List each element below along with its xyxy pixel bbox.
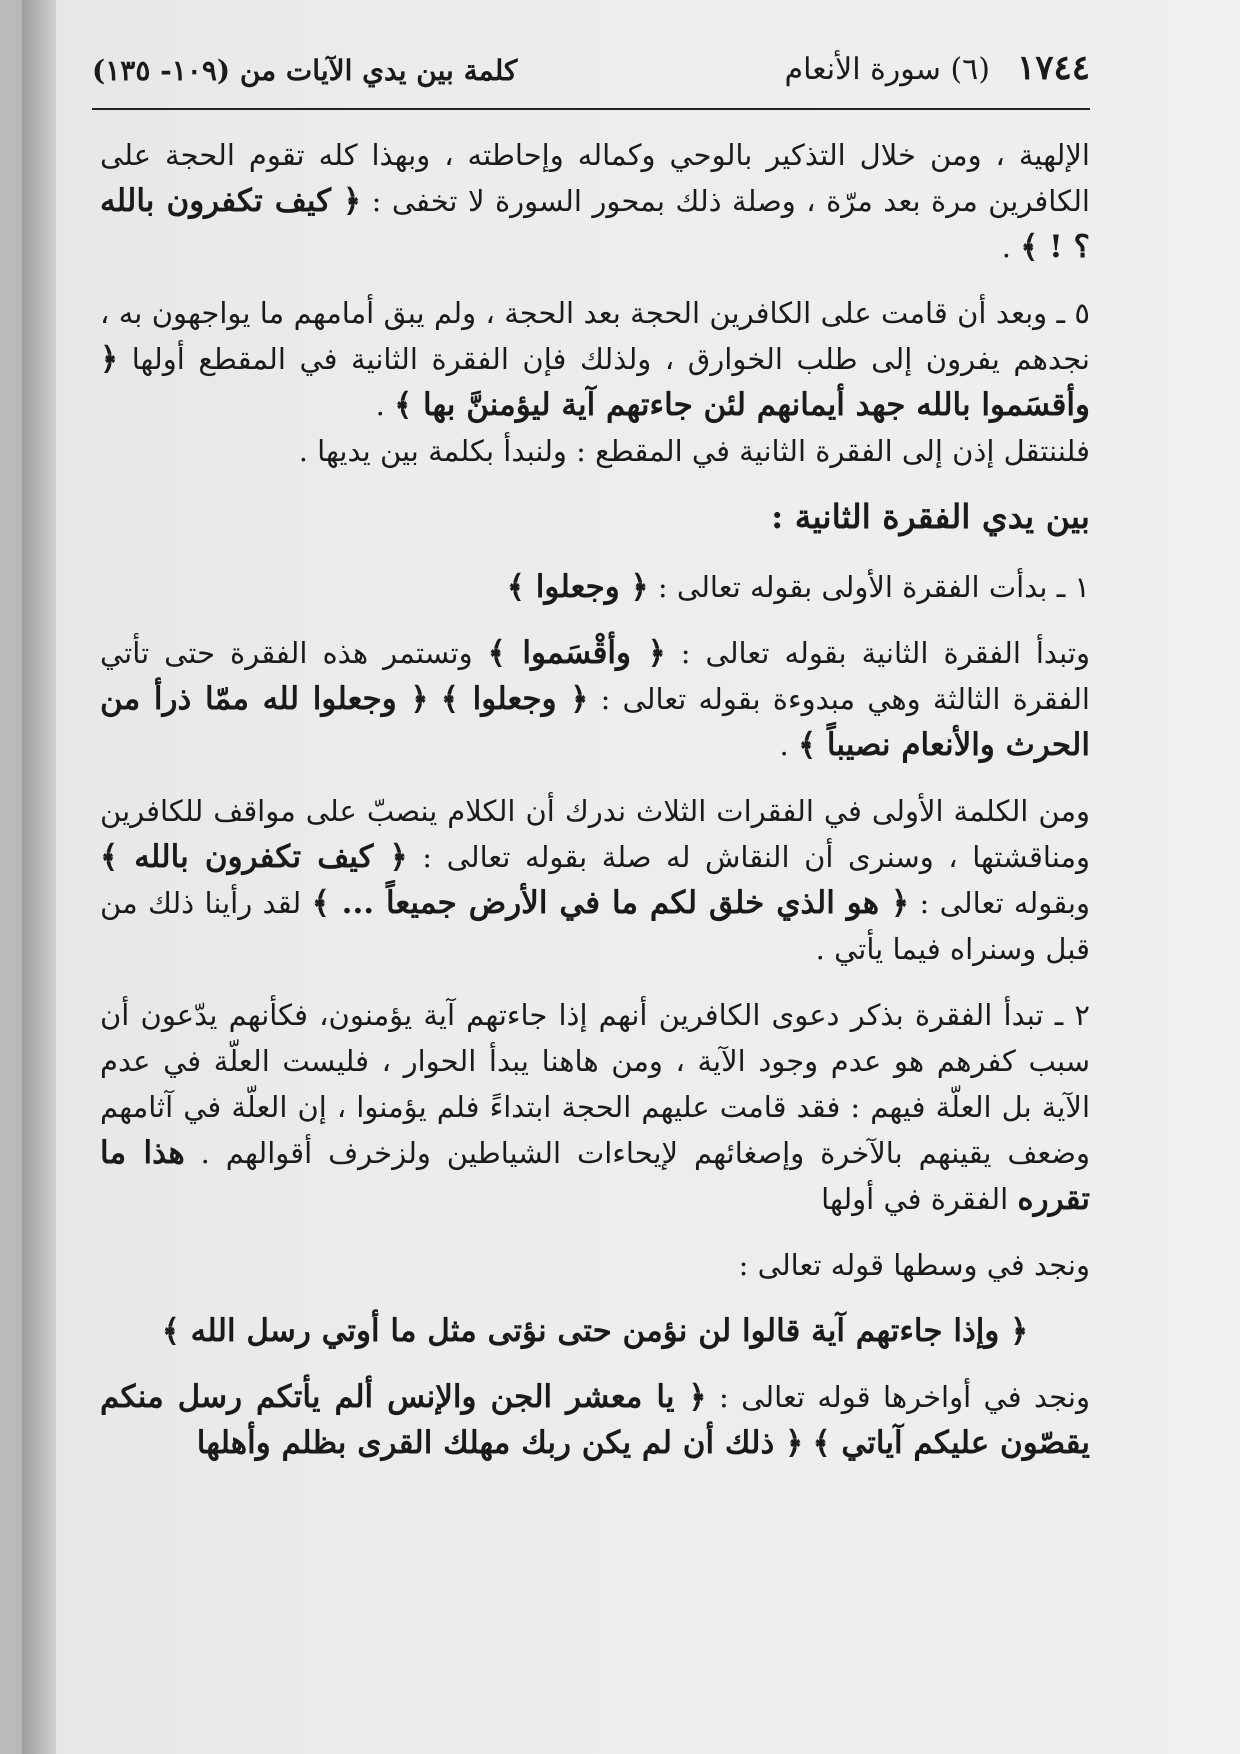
quran-quote: ﴿ ذلك أن لم يكن ربك مهلك القرى بظلم وأهلها (196, 1425, 804, 1461)
text: . (779, 728, 798, 762)
quran-quote: ﴿ يا معشر الجن والإنس ألم يأتكم رسل منكم يقصّون عليكم آياتي ﴾ (100, 1379, 1090, 1461)
text: وتستمر هذه الفقرة حتى تأتي الفقرة الثالثة وهي مبدوءة بقوله تعالى : (100, 636, 1090, 716)
text: ونجد في أواخرها قوله تعالى : (706, 1380, 1090, 1414)
paragraph-5 (100, 788, 1090, 972)
page-header (92, 48, 1090, 98)
quran-quote: ﴿ هو الذي خلق لكم ما في الأرض جميعاً ... ﴾ (311, 885, 910, 921)
page-number: ١٧٤٤ (1016, 48, 1090, 88)
text: ١ ـ بدأت الفقرة الأولى بقوله تعالى : (648, 570, 1090, 604)
text: وتبدأ الفقرة الثانية بقوله تعالى : (665, 636, 1090, 670)
paragraph-6 (100, 992, 1090, 1222)
quran-quote: ﴿ وأقسَموا بالله جهد أيمانهم لئن جاءتهم آية ليؤمننَّ بها ﴾ (100, 341, 1090, 423)
text: ٥ ـ وبعد أن قامت على الكافرين الحجة بعد الحجة ، ولم يبق أمامهم ما يواجهون به ، نجدهم يفرون إلى طلب الخوارق ، ولذلك فإن الفقرة الثانية في المقطع أولها (100, 296, 1090, 376)
book-page (22, 0, 1240, 1754)
paragraph-2 (100, 290, 1090, 474)
emphasis: هذا ما تقرره (100, 1135, 1090, 1217)
section-heading: بين يدي الفقرة الثانية : (771, 497, 1090, 536)
paragraph-4 (100, 630, 1090, 768)
surah-title: (٦) سورة الأنعام (784, 52, 990, 87)
section-title: كلمة بين يدي الآيات من (١٠٩- ١٣٥) (92, 54, 518, 87)
text: وبقوله تعالى : (909, 886, 1090, 920)
text: الفقرة في أولها (821, 1182, 1018, 1216)
text: . (1001, 230, 1021, 264)
quran-verse: ﴿ وإذا جاءتهم آية قالوا لن نؤمن حتى نؤتى مثل ما أوتي رسل الله ﴾ (161, 1313, 1029, 1349)
text: الإلهية ، ومن خلال التذكير بالوحي وكماله وإحاطته ، وبهذا كله تقوم الحجة على الكافرين مرة بعد مرّة ، وصلة ذلك بمحور السورة لا تخفى : (100, 138, 1090, 218)
paragraph-1 (100, 132, 1090, 270)
quran-quote: ﴿ كيف تكفرون بالله ؟ ! ﴾ (100, 183, 1090, 265)
header-rule (92, 108, 1090, 110)
paragraph-3 (100, 564, 1090, 610)
text (429, 682, 441, 716)
quran-quote: ﴿ كيف تكفرون بالله ﴾ (100, 839, 408, 875)
quran-quote: ﴿ وجعلوا لله ممّا ذرأ من الحرث والأنعام نصيباً ﴾ (100, 681, 1090, 763)
paragraph-8 (100, 1374, 1090, 1466)
text: فلننتقل إذن إلى الفقرة الثانية في المقطع : ولنبدأ بكلمة بين يديها . (298, 434, 1090, 468)
text: ومن الكلمة الأولى في الفقرات الثلاث ندرك أن الكلام ينصبّ على مواقف للكافرين ومناقشتها ، وسنرى أن النقاش له صلة بقوله تعالى : (100, 794, 1091, 874)
text: . (375, 388, 395, 422)
quran-quote: ﴿ وأقْسَموا ﴾ (487, 635, 666, 671)
text: لقد رأينا ذلك من قبل وسنراه فيما يأتي . (100, 886, 1090, 966)
quran-quote: ﴿ وجعلوا ﴾ (506, 569, 649, 605)
paragraph-7: ونجد في وسطها قوله تعالى : (738, 1248, 1090, 1282)
book-spine-shadow (22, 0, 56, 1754)
page-body (100, 132, 1090, 1486)
quran-quote: ﴿ وجعلوا ﴾ (440, 681, 589, 717)
text: ٢ ـ تبدأ الفقرة بذكر دعوى الكافرين أنهم إذا جاءتهم آية يؤمنون، فكأنهم يدّعون أن سبب كفرهم هو عدم وجود الآية ، ومن هاهنا يبدأ الحوار ، فليست العلّة في عدم الآية بل العلّة فيهم : فقد قامت عليهم الحجة ابتداءً فلم يؤمنوا ، إن العلّة في آثامهم وضعف يقينهم بالآخرة وإصغائهم لإيحاءات الشياطين ولزخرف أقوالهم . (100, 998, 1091, 1170)
